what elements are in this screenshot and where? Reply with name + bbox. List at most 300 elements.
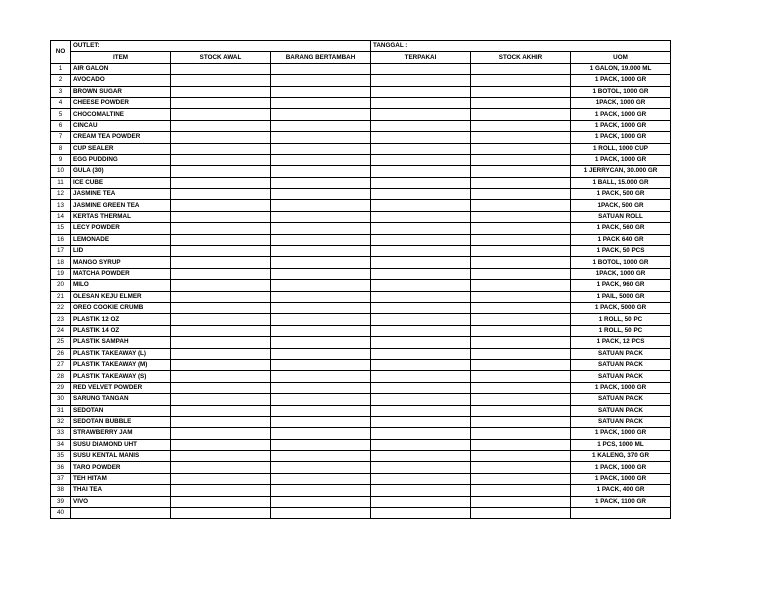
row-number: 20 [51,280,71,291]
stock-awal-cell[interactable] [171,405,271,416]
stock-akhir-cell[interactable] [471,314,571,325]
terpakai-cell[interactable] [371,314,471,325]
barang-bertambah-cell[interactable] [271,394,371,405]
stock-awal-cell[interactable] [171,451,271,462]
stock-akhir-cell[interactable] [471,416,571,427]
uom-value: 1 ROLL, 1000 CUP [571,143,671,154]
uom-value: 1 PACK 640 GR [571,234,671,245]
terpakai-cell[interactable] [371,302,471,313]
barang-bertambah-cell[interactable] [271,462,371,473]
outlet-label: OUTLET: [71,41,371,52]
stock-awal-cell[interactable] [171,473,271,484]
terpakai-cell[interactable] [371,291,471,302]
item-name: AIR GALON [71,63,171,74]
uom-value: 1 PACK, 560 GR [571,223,671,234]
stock-awal-cell[interactable] [171,382,271,393]
stock-awal-cell[interactable] [171,63,271,74]
terpakai-cell[interactable] [371,508,471,519]
table-row [51,177,671,188]
stock-akhir-cell[interactable] [471,508,571,519]
stock-akhir-cell[interactable] [471,75,571,86]
terpakai-cell[interactable] [371,451,471,462]
stock-akhir-cell[interactable] [471,166,571,177]
barang-bertambah-cell[interactable] [271,63,371,74]
uom-value: 1 PACK, 1000 GR [571,428,671,439]
column-header-item: ITEM [71,52,171,63]
item-name: PLASTIK 12 OZ [71,314,171,325]
uom-value: 1 PACK, 1000 GR [571,75,671,86]
terpakai-cell[interactable] [371,120,471,131]
stock-awal-cell[interactable] [171,485,271,496]
stock-awal-cell[interactable] [171,359,271,370]
barang-bertambah-cell[interactable] [271,302,371,313]
stock-akhir-cell[interactable] [471,439,571,450]
uom-value: 1 BALL, 15.000 GR [571,177,671,188]
table-row [51,439,671,450]
barang-bertambah-cell[interactable] [271,120,371,131]
stock-awal-cell[interactable] [171,97,271,108]
stock-awal-cell[interactable] [171,348,271,359]
item-name: PLASTIK TAKEAWAY (M) [71,359,171,370]
row-number: 27 [51,359,71,370]
row-number: 34 [51,439,71,450]
uom-value: SATUAN PACK [571,416,671,427]
barang-bertambah-cell[interactable] [271,485,371,496]
terpakai-cell[interactable] [371,154,471,165]
table-row [51,97,671,108]
stock-awal-cell[interactable] [171,280,271,291]
row-number: 13 [51,200,71,211]
terpakai-cell[interactable] [371,177,471,188]
terpakai-cell[interactable] [371,166,471,177]
item-name: OREO COOKIE CRUMB [71,302,171,313]
stock-awal-cell[interactable] [171,246,271,257]
row-number: 17 [51,246,71,257]
stock-awal-cell[interactable] [171,200,271,211]
table-row [51,132,671,143]
barang-bertambah-cell[interactable] [271,86,371,97]
row-number: 29 [51,382,71,393]
table-row [51,86,671,97]
uom-value: 1 PACK, 1000 GR [571,473,671,484]
stock-akhir-cell[interactable] [471,371,571,382]
item-name: CUP SEALER [71,143,171,154]
item-name: LEMONADE [71,234,171,245]
stock-akhir-cell[interactable] [471,268,571,279]
stock-akhir-cell[interactable] [471,451,571,462]
stock-akhir-cell[interactable] [471,109,571,120]
item-name: RED VELVET POWDER [71,382,171,393]
barang-bertambah-cell[interactable] [271,405,371,416]
row-number: 19 [51,268,71,279]
item-name: PLASTIK TAKEAWAY (S) [71,371,171,382]
stock-akhir-cell[interactable] [471,86,571,97]
item-name: AVOCADO [71,75,171,86]
stock-awal-cell[interactable] [171,154,271,165]
stock-akhir-cell[interactable] [471,63,571,74]
stock-akhir-cell[interactable] [471,280,571,291]
uom-value: SATUAN PACK [571,405,671,416]
table-row [51,63,671,74]
table-row [51,234,671,245]
barang-bertambah-cell[interactable] [271,268,371,279]
stock-awal-cell[interactable] [171,496,271,507]
stock-akhir-cell[interactable] [471,405,571,416]
table-row [51,325,671,336]
item-name: VIVO [71,496,171,507]
row-number: 21 [51,291,71,302]
terpakai-cell[interactable] [371,371,471,382]
stock-akhir-cell[interactable] [471,359,571,370]
stock-akhir-cell[interactable] [471,189,571,200]
row-number: 23 [51,314,71,325]
barang-bertambah-cell[interactable] [271,473,371,484]
stock-akhir-cell[interactable] [471,337,571,348]
table-row [51,359,671,370]
barang-bertambah-cell[interactable] [271,257,371,268]
terpakai-cell[interactable] [371,325,471,336]
column-header-terpakai: TERPAKAI [371,52,471,63]
terpakai-cell[interactable] [371,211,471,222]
table-row [51,416,671,427]
terpakai-cell[interactable] [371,268,471,279]
row-number: 35 [51,451,71,462]
uom-value: 1PACK, 1000 GR [571,268,671,279]
barang-bertambah-cell[interactable] [271,154,371,165]
item-name: JASMINE GREEN TEA [71,200,171,211]
uom-value: SATUAN PACK [571,394,671,405]
stock-awal-cell[interactable] [171,166,271,177]
table-row [51,371,671,382]
stock-akhir-cell[interactable] [471,485,571,496]
table-row [51,462,671,473]
terpakai-cell[interactable] [371,428,471,439]
table-row [51,257,671,268]
table-row [51,451,671,462]
item-name: TARO POWDER [71,462,171,473]
table-row [51,143,671,154]
terpakai-cell[interactable] [371,86,471,97]
item-name: BROWN SUGAR [71,86,171,97]
barang-bertambah-cell[interactable] [271,97,371,108]
stock-akhir-cell[interactable] [471,132,571,143]
item-name: SARUNG TANGAN [71,394,171,405]
uom-value: 1 PACK, 1000 GR [571,109,671,120]
terpakai-cell[interactable] [371,439,471,450]
row-number: 8 [51,143,71,154]
stock-akhir-cell[interactable] [471,428,571,439]
barang-bertambah-cell[interactable] [271,246,371,257]
tanggal-label: TANGGAL : [371,41,671,52]
stock-awal-cell[interactable] [171,257,271,268]
stock-akhir-cell[interactable] [471,257,571,268]
barang-bertambah-cell[interactable] [271,166,371,177]
item-name: EGG PUDDING [71,154,171,165]
stock-awal-cell[interactable] [171,394,271,405]
terpakai-cell[interactable] [371,280,471,291]
uom-value: SATUAN ROLL [571,211,671,222]
stock-awal-cell[interactable] [171,428,271,439]
item-name: SUSU KENTAL MANIS [71,451,171,462]
barang-bertambah-cell[interactable] [271,428,371,439]
item-name: STRAWBERRY JAM [71,428,171,439]
header-row-columns [51,52,671,63]
barang-bertambah-cell[interactable] [271,371,371,382]
terpakai-cell[interactable] [371,75,471,86]
uom-value: 1 PACK, 960 GR [571,280,671,291]
stock-akhir-cell[interactable] [471,223,571,234]
barang-bertambah-cell[interactable] [271,75,371,86]
column-header-barang-bertambah: BARANG BERTAMBAH [271,52,371,63]
terpakai-cell[interactable] [371,496,471,507]
barang-bertambah-cell[interactable] [271,382,371,393]
stock-akhir-cell[interactable] [471,473,571,484]
row-number: 31 [51,405,71,416]
uom-value: 1 ROLL, 50 PC [571,325,671,336]
barang-bertambah-cell[interactable] [271,439,371,450]
item-name: SEDOTAN [71,405,171,416]
stock-awal-cell[interactable] [171,291,271,302]
stock-akhir-cell[interactable] [471,348,571,359]
row-number: 14 [51,211,71,222]
stock-akhir-cell[interactable] [471,120,571,131]
table-row [51,75,671,86]
terpakai-cell[interactable] [371,63,471,74]
table-row [51,337,671,348]
table-row [51,246,671,257]
stock-awal-cell[interactable] [171,508,271,519]
barang-bertambah-cell[interactable] [271,211,371,222]
stock-awal-cell[interactable] [171,462,271,473]
terpakai-cell[interactable] [371,143,471,154]
uom-value: 1 ROLL, 50 PC [571,314,671,325]
table-row [51,291,671,302]
stock-awal-cell[interactable] [171,75,271,86]
uom-value: 1 PACK, 1000 GR [571,382,671,393]
stock-akhir-cell[interactable] [471,143,571,154]
stock-awal-cell[interactable] [171,189,271,200]
stock-awal-cell[interactable] [171,120,271,131]
barang-bertambah-cell[interactable] [271,200,371,211]
terpakai-cell[interactable] [371,189,471,200]
stock-awal-cell[interactable] [171,177,271,188]
stock-sheet-body [51,41,671,519]
table-row [51,508,671,519]
item-name: JASMINE TEA [71,189,171,200]
table-row [51,120,671,131]
item-name: MATCHA POWDER [71,268,171,279]
row-number: 30 [51,394,71,405]
table-row [51,280,671,291]
row-number: 12 [51,189,71,200]
no-header: NO [51,41,71,64]
stock-awal-cell[interactable] [171,86,271,97]
terpakai-cell[interactable] [371,223,471,234]
barang-bertambah-cell[interactable] [271,143,371,154]
barang-bertambah-cell[interactable] [271,416,371,427]
uom-value: 1 KALENG, 370 GR [571,451,671,462]
barang-bertambah-cell[interactable] [271,508,371,519]
uom-value: 1PACK, 500 GR [571,200,671,211]
stock-akhir-cell[interactable] [471,234,571,245]
terpakai-cell[interactable] [371,246,471,257]
uom-value: 1PACK, 1000 GR [571,97,671,108]
stock-akhir-cell[interactable] [471,97,571,108]
item-name: CHOCOMALTINE [71,109,171,120]
uom-value: 1 PACK, 1000 GR [571,132,671,143]
table-row [51,473,671,484]
barang-bertambah-cell[interactable] [271,280,371,291]
row-number: 11 [51,177,71,188]
row-number: 26 [51,348,71,359]
table-row [51,348,671,359]
item-name: PLASTIK TAKEAWAY (L) [71,348,171,359]
stock-akhir-cell[interactable] [471,382,571,393]
item-name: MANGO SYRUP [71,257,171,268]
uom-value: 1 PACK, 1100 GR [571,496,671,507]
table-row [51,211,671,222]
terpakai-cell[interactable] [371,109,471,120]
uom-value: 1 PACK, 400 GR [571,485,671,496]
terpakai-cell[interactable] [371,348,471,359]
table-row [51,405,671,416]
column-header-uom: UOM [571,52,671,63]
item-name: TEH HITAM [71,473,171,484]
row-number: 9 [51,154,71,165]
table-row [51,200,671,211]
stock-akhir-cell[interactable] [471,302,571,313]
barang-bertambah-cell[interactable] [271,109,371,120]
barang-bertambah-cell[interactable] [271,451,371,462]
terpakai-cell[interactable] [371,405,471,416]
stock-awal-cell[interactable] [171,268,271,279]
barang-bertambah-cell[interactable] [271,234,371,245]
stock-akhir-cell[interactable] [471,154,571,165]
item-name: PLASTIK 14 OZ [71,325,171,336]
table-row [51,189,671,200]
terpakai-cell[interactable] [371,234,471,245]
stock-sheet-table [50,40,671,519]
stock-akhir-cell[interactable] [471,496,571,507]
terpakai-cell[interactable] [371,97,471,108]
stock-akhir-cell[interactable] [471,246,571,257]
stock-akhir-cell[interactable] [471,325,571,336]
stock-awal-cell[interactable] [171,337,271,348]
terpakai-cell[interactable] [371,337,471,348]
item-name: SEDOTAN BUBBLE [71,416,171,427]
barang-bertambah-cell[interactable] [271,496,371,507]
stock-awal-cell[interactable] [171,314,271,325]
terpakai-cell[interactable] [371,257,471,268]
barang-bertambah-cell[interactable] [271,359,371,370]
row-number: 2 [51,75,71,86]
stock-awal-cell[interactable] [171,234,271,245]
table-row [51,268,671,279]
item-name: SUSU DIAMOND UHT [71,439,171,450]
column-header-stock-awal: STOCK AWAL [171,52,271,63]
stock-awal-cell[interactable] [171,143,271,154]
row-number: 3 [51,86,71,97]
stock-awal-cell[interactable] [171,416,271,427]
terpakai-cell[interactable] [371,382,471,393]
terpakai-cell[interactable] [371,473,471,484]
row-number: 6 [51,120,71,131]
uom-value: 1 PCS, 1000 ML [571,439,671,450]
item-name: THAI TEA [71,485,171,496]
item-name: PLASTIK SAMPAH [71,337,171,348]
item-name: KERTAS THERMAL [71,211,171,222]
row-number: 5 [51,109,71,120]
stock-awal-cell[interactable] [171,223,271,234]
stock-akhir-cell[interactable] [471,177,571,188]
row-number: 16 [51,234,71,245]
uom-value: SATUAN PACK [571,348,671,359]
stock-awal-cell[interactable] [171,132,271,143]
table-row [51,382,671,393]
uom-value: 1 PACK, 1000 GR [571,120,671,131]
terpakai-cell[interactable] [371,359,471,370]
table-row [51,314,671,325]
terpakai-cell[interactable] [371,485,471,496]
stock-akhir-cell[interactable] [471,394,571,405]
row-number: 1 [51,63,71,74]
uom-value: 1 GALON, 19.000 ML [571,63,671,74]
barang-bertambah-cell[interactable] [271,325,371,336]
item-name: ICE CUBE [71,177,171,188]
terpakai-cell[interactable] [371,462,471,473]
terpakai-cell[interactable] [371,416,471,427]
stock-awal-cell[interactable] [171,325,271,336]
barang-bertambah-cell[interactable] [271,337,371,348]
uom-value: 1 PACK, 500 GR [571,189,671,200]
barang-bertambah-cell[interactable] [271,314,371,325]
item-name: CREAM TEA POWDER [71,132,171,143]
row-number: 36 [51,462,71,473]
stock-akhir-cell[interactable] [471,211,571,222]
stock-akhir-cell[interactable] [471,291,571,302]
uom-value: 1 BOTOL, 1000 GR [571,257,671,268]
row-number: 38 [51,485,71,496]
terpakai-cell[interactable] [371,394,471,405]
barang-bertambah-cell[interactable] [271,189,371,200]
barang-bertambah-cell[interactable] [271,132,371,143]
row-number: 32 [51,416,71,427]
row-number: 40 [51,508,71,519]
uom-value: 1 JERRYCAN, 30.000 GR [571,166,671,177]
item-name: LID [71,246,171,257]
row-number: 10 [51,166,71,177]
row-number: 18 [51,257,71,268]
terpakai-cell[interactable] [371,132,471,143]
barang-bertambah-cell[interactable] [271,223,371,234]
row-number: 7 [51,132,71,143]
barang-bertambah-cell[interactable] [271,291,371,302]
stock-awal-cell[interactable] [171,302,271,313]
stock-akhir-cell[interactable] [471,462,571,473]
stock-awal-cell[interactable] [171,439,271,450]
table-row [51,496,671,507]
uom-value: 1 PACK, 5000 GR [571,302,671,313]
barang-bertambah-cell[interactable] [271,177,371,188]
stock-awal-cell[interactable] [171,371,271,382]
item-name: LECY POWDER [71,223,171,234]
stock-akhir-cell[interactable] [471,200,571,211]
stock-awal-cell[interactable] [171,211,271,222]
uom-value: 1 BOTOL, 1000 GR [571,86,671,97]
terpakai-cell[interactable] [371,200,471,211]
barang-bertambah-cell[interactable] [271,348,371,359]
stock-awal-cell[interactable] [171,109,271,120]
